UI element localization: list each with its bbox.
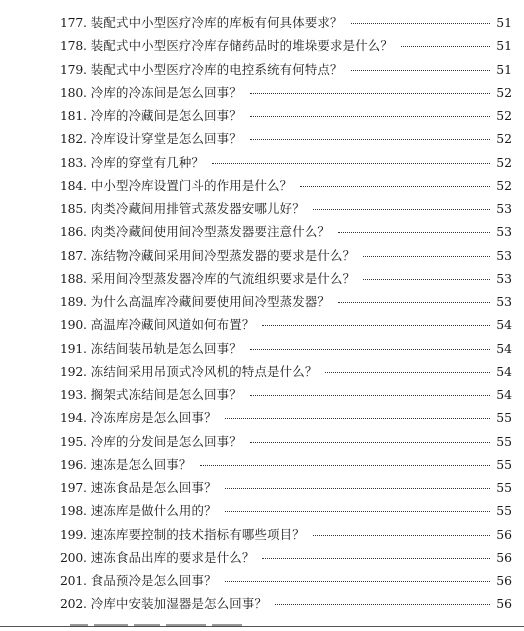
entry-title: 冻结间采用吊顶式冷风机的特点是什么？ xyxy=(90,363,318,379)
entry-number: 177. xyxy=(60,15,87,30)
dot-leader xyxy=(313,209,490,210)
dot-leader xyxy=(401,46,490,47)
dot-leader xyxy=(338,302,490,303)
entry-page-number: 56 xyxy=(496,526,512,542)
entry-title: 速冻是怎么回事？ xyxy=(90,456,192,472)
entry-page-number: 54 xyxy=(496,387,512,402)
entry-page-number: 52 xyxy=(496,131,512,147)
entry-title: 冷库的冷冻间是怎么回事？ xyxy=(90,84,242,100)
entry-page-number: 56 xyxy=(496,596,512,612)
entry-page-number: 53 xyxy=(496,294,512,309)
entry-number: 188. xyxy=(60,270,87,286)
toc-entry xyxy=(60,453,512,476)
entry-title: 冷库的分发间是怎么回事？ xyxy=(90,433,242,449)
entry-page-number: 55 xyxy=(496,410,512,426)
entry-number: 197. xyxy=(60,480,87,495)
dot-leader xyxy=(351,70,490,71)
entry-number: 187. xyxy=(60,247,87,263)
entry-number: 184. xyxy=(60,177,87,193)
entry-page-number: 51 xyxy=(496,61,512,77)
dot-leader xyxy=(262,325,490,326)
dot-leader xyxy=(225,418,490,419)
toc-entry xyxy=(60,197,512,220)
entry-title: 冷库的冷藏间是怎么回事？ xyxy=(90,108,242,123)
dot-leader xyxy=(250,395,490,396)
entry-title: 冷库设计穿堂是怎么回事？ xyxy=(90,131,242,147)
entry-title: 肉类冷藏间使用间冷型蒸发器要注意什么？ xyxy=(90,224,331,240)
toc-entry xyxy=(60,569,512,592)
toc-entry xyxy=(60,290,512,313)
entry-number: 202. xyxy=(60,596,87,612)
entry-page-number: 53 xyxy=(496,224,512,240)
dot-leader xyxy=(275,604,490,605)
entry-page-number: 56 xyxy=(496,573,512,588)
entry-title: 冻结物冷藏间采用间冷型蒸发器的要求是什么？ xyxy=(90,247,356,263)
entry-page-number: 52 xyxy=(496,84,512,100)
entry-title: 装配式中小型医疗冷库的电控系统有何特点？ xyxy=(90,61,343,77)
entry-page-number: 55 xyxy=(496,456,512,472)
toc-entry xyxy=(60,592,512,615)
dot-leader xyxy=(200,465,490,466)
entry-number: 183. xyxy=(60,154,87,170)
dot-leader xyxy=(338,232,490,233)
entry-number: 182. xyxy=(60,131,87,147)
cropped-next-line-fragment xyxy=(70,624,260,631)
entry-page-number: 54 xyxy=(496,363,512,379)
entry-number: 196. xyxy=(60,456,87,472)
entry-number: 189. xyxy=(60,294,87,309)
entry-title: 肉类冷藏间用排管式蒸发器安哪儿好？ xyxy=(90,201,305,216)
toc-entry xyxy=(60,406,512,429)
toc-entry xyxy=(60,220,512,243)
dot-leader xyxy=(250,442,490,443)
entry-number: 201. xyxy=(60,573,87,588)
dot-leader xyxy=(212,163,490,164)
entry-number: 186. xyxy=(60,224,87,240)
toc-entry xyxy=(60,523,512,546)
toc-entry xyxy=(60,360,512,383)
toc-entry xyxy=(60,383,512,406)
entry-title: 速冻库是做什么用的？ xyxy=(90,503,217,519)
entry-number: 181. xyxy=(60,108,87,123)
entry-number: 191. xyxy=(60,340,87,356)
entry-page-number: 53 xyxy=(496,201,512,216)
toc-entry xyxy=(60,174,512,197)
entry-number: 192. xyxy=(60,363,87,379)
dot-leader xyxy=(225,488,490,489)
entry-number: 180. xyxy=(60,84,87,100)
toc-entry xyxy=(60,244,512,267)
dot-leader xyxy=(250,349,490,350)
entry-title: 食品预冷是怎么回事？ xyxy=(90,573,217,588)
entry-title: 冷冻库房是怎么回事？ xyxy=(90,410,217,426)
entry-number: 198. xyxy=(60,503,87,519)
dot-leader xyxy=(300,186,490,187)
entry-title: 速冻库要控制的技术指标有哪些项目？ xyxy=(90,526,305,542)
entry-page-number: 55 xyxy=(496,503,512,519)
toc-entry xyxy=(60,337,512,360)
dot-leader xyxy=(250,116,490,117)
entry-title: 装配式中小型医疗冷库的库板有何具体要求？ xyxy=(90,15,343,30)
entry-number: 195. xyxy=(60,433,87,449)
entry-title: 为什么高温库冷藏间要使用间冷型蒸发器？ xyxy=(90,294,331,309)
toc-entry xyxy=(60,546,512,569)
entry-page-number: 53 xyxy=(496,247,512,263)
dot-leader xyxy=(262,558,490,559)
entry-title: 搁架式冻结间是怎么回事？ xyxy=(90,387,242,402)
entry-page-number: 52 xyxy=(496,108,512,123)
entry-title: 冻结间装吊轨是怎么回事？ xyxy=(90,340,242,356)
entry-page-number: 56 xyxy=(496,549,512,565)
dot-leader xyxy=(250,139,490,140)
dot-leader xyxy=(225,511,490,512)
dot-leader xyxy=(363,279,490,280)
toc-entry xyxy=(60,313,512,336)
entry-title: 中小型冷库设置门斗的作用是什么？ xyxy=(90,177,293,193)
toc-entry xyxy=(60,104,512,127)
entry-page-number: 52 xyxy=(496,177,512,193)
entry-page-number: 53 xyxy=(496,270,512,286)
toc-entry xyxy=(60,127,512,150)
entry-number: 199. xyxy=(60,526,87,542)
toc-entry xyxy=(60,34,512,57)
dot-leader xyxy=(250,93,490,94)
entry-number: 194. xyxy=(60,410,87,426)
toc-entry xyxy=(60,267,512,290)
toc-entry xyxy=(60,476,512,499)
entry-page-number: 55 xyxy=(496,433,512,449)
entry-title: 速冻食品是怎么回事？ xyxy=(90,480,217,495)
entry-number: 193. xyxy=(60,387,87,402)
entry-number: 185. xyxy=(60,201,87,216)
table-of-contents xyxy=(60,11,512,616)
entry-page-number: 54 xyxy=(496,317,512,333)
entry-page-number: 54 xyxy=(496,340,512,356)
entry-title: 高温库冷藏间风道如何布置？ xyxy=(90,317,255,333)
dot-leader xyxy=(351,23,490,24)
toc-entry xyxy=(60,430,512,453)
entry-page-number: 52 xyxy=(496,154,512,170)
toc-entry xyxy=(60,151,512,174)
entry-page-number: 51 xyxy=(496,38,512,54)
dot-leader xyxy=(225,581,490,582)
entry-number: 178. xyxy=(60,38,87,54)
dot-leader xyxy=(363,256,490,257)
dot-leader xyxy=(313,535,490,536)
entry-number: 190. xyxy=(60,317,87,333)
toc-entry xyxy=(60,11,512,34)
toc-entry xyxy=(60,81,512,104)
entry-number: 179. xyxy=(60,61,87,77)
entry-page-number: 55 xyxy=(496,480,512,495)
entry-page-number: 51 xyxy=(496,15,512,30)
entry-title: 采用间冷型蒸发器冷库的气流组织要求是什么？ xyxy=(90,270,356,286)
dot-leader xyxy=(325,372,490,373)
entry-number: 200. xyxy=(60,549,87,565)
entry-title: 冷库中安装加湿器是怎么回事？ xyxy=(90,596,268,612)
toc-entry xyxy=(60,499,512,522)
toc-entry xyxy=(60,58,512,81)
entry-title: 速冻食品出库的要求是什么？ xyxy=(90,549,255,565)
entry-title: 冷库的穿堂有几种？ xyxy=(90,154,205,170)
entry-title: 装配式中小型医疗冷库存储药品时的堆垛要求是什么？ xyxy=(90,38,393,54)
